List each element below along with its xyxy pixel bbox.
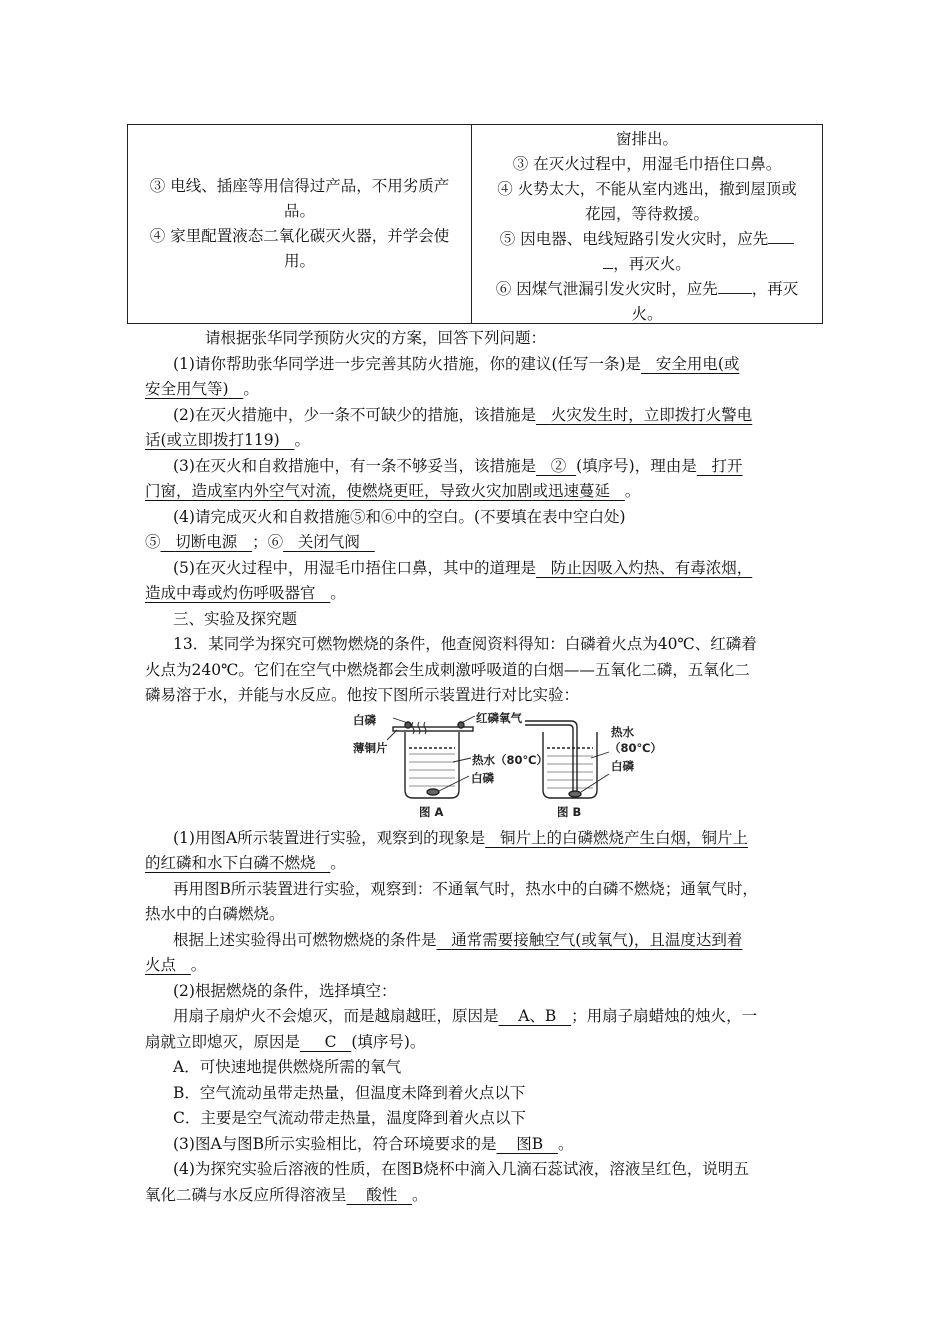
option-a: A．可快速地提供燃烧所需的氧气 — [173, 1058, 402, 1076]
blank-number: ；⑥ — [252, 533, 284, 551]
label-white-phosphorus-a: 白磷 — [353, 712, 376, 727]
exp-question-2-line — [145, 1004, 810, 1030]
answer-text — [145, 482, 625, 500]
table-line: ④ 火势太大，不能从室内逃出，撤到屋顶或 — [497, 180, 797, 198]
option-b: B．空气流动虽带走热量，但温度未降到着火点以下 — [173, 1083, 526, 1102]
answer-part: 酸性 — [366, 1185, 398, 1204]
answer-text — [145, 956, 191, 974]
question-1 — [145, 352, 810, 378]
question-3 — [145, 454, 810, 480]
label-white-phosphorus-b: 白磷 — [611, 758, 634, 773]
answer-text — [145, 584, 330, 602]
answer-text — [437, 931, 743, 949]
label-oxygen: 氧气 — [499, 710, 522, 725]
blank-number: ⑤ — [145, 533, 161, 551]
exp-question-1 — [145, 826, 810, 852]
exp-observation-cont: 热水中的白磷燃烧。 — [145, 905, 285, 923]
answer-part: 火灾发生时，立即拨打火警电 — [550, 405, 753, 424]
question-text: 氧化二磷与水反应所得溶液呈 — [145, 1185, 347, 1204]
experiment-figure — [353, 712, 673, 822]
label-copper-plate: 薄铜片 — [353, 740, 388, 755]
answer-part: 防止因吸入灼热、有毒浓烟， — [550, 558, 753, 577]
exp-question-2: (2)根据燃烧的条件，选择填空： — [173, 981, 397, 1000]
table-line: 火。 — [631, 305, 663, 323]
question-text: (填序号)。 — [351, 1032, 426, 1051]
answer-part: 火点 — [145, 956, 177, 974]
table-line — [480, 252, 814, 277]
blank-line — [768, 229, 794, 244]
answer-part: 切断电源 — [175, 533, 238, 551]
question-3-cont: 门窗，造成室内外空气对流，使燃烧更旺，导致火灾加剧或迅速蔓延 。 — [145, 482, 641, 500]
answer-text — [697, 457, 743, 475]
question-text: 根据上述实验得出可燃物燃烧的条件是 — [173, 930, 437, 949]
table-line — [480, 277, 814, 302]
answer-text — [536, 559, 752, 577]
question-body — [145, 326, 810, 1208]
blank-line — [718, 279, 752, 294]
question-text: (1)请你帮助张华同学进一步完善其防火措施，你的建议(任写一条)是 — [173, 354, 642, 373]
answer-part: 的红磷和水下白磷不燃烧 — [145, 854, 316, 872]
answer-part: 话(或立即拨打119) — [145, 431, 280, 449]
answer-text — [145, 854, 330, 872]
answer-text — [536, 457, 576, 475]
question-2-cont: 话(或立即拨打119) 。 — [145, 431, 310, 449]
answer-text — [300, 1033, 351, 1051]
answer-part: 门窗，造成室内外空气对流，使燃烧更旺，导致火灾加剧或迅速蔓延 — [145, 482, 611, 500]
question-2 — [145, 403, 810, 429]
answer-part: A、B — [518, 1007, 557, 1025]
measures-table — [127, 124, 823, 324]
table-text: ，再灭火。 — [613, 255, 691, 273]
table-line — [480, 227, 814, 252]
q13-line: 13．某同学为探究可燃物燃烧的条件，他查阅资料得知：白磷着火点为40℃、红磷着 — [173, 635, 757, 653]
answer-text — [485, 829, 748, 847]
answer-part: 关闭气阀 — [297, 533, 360, 551]
label-hot-water-a: 热水（80℃） — [472, 752, 548, 767]
label-white-phosphorus-a2: 白磷 — [471, 770, 494, 785]
table-cell-rescue — [472, 125, 822, 323]
answer-part: 图B — [516, 1134, 544, 1153]
caption-figure-a: 图 A — [419, 804, 444, 819]
answer-part: 造成中毒或灼伤呼吸器官 — [145, 584, 316, 602]
question-text: (3)图A与图B所示实验相比，符合环境要求的是 — [173, 1134, 497, 1153]
table-text: ⑤ 因电器、电线短路引发火灾时，应先 — [499, 230, 769, 248]
table-text: ，再灭 — [751, 280, 799, 298]
question-text: 用扇子扇炉火不会熄灭，而是越扇越旺，原因是 — [173, 1007, 499, 1025]
table-line: 花园，等待救援。 — [584, 205, 709, 223]
question-4: (4)请完成灭火和自救措施⑤和⑥中的空白。(不要填在表中空白处) — [173, 507, 626, 526]
exp-conclusion-cont: 火点 。 — [145, 956, 207, 974]
question-text: 扇就立即熄灭，原因是 — [145, 1032, 301, 1051]
question-5 — [145, 556, 810, 582]
exp-question-4: (4)为探究实验后溶液的性质，在图B烧杯中滴入几滴石蕊试液，溶液呈红色，说明五 — [173, 1160, 749, 1178]
answer-text — [145, 431, 294, 449]
answer-part: 安全用电(或 — [655, 354, 740, 373]
answer-text — [497, 1135, 558, 1153]
answer-part: 打开 — [711, 456, 743, 475]
exp-question-1-cont: 的红磷和水下白磷不燃烧 。 — [145, 854, 346, 872]
label-red-phosphorus: 红磷 — [476, 710, 499, 725]
table-cell-prevention — [128, 125, 472, 323]
table-line: 品。 — [283, 202, 315, 220]
answer-text — [641, 355, 739, 373]
question-text: (3)在灭火和自救措施中，有一条不够妥当，该措施是 — [173, 456, 536, 475]
table-text: ⑥ 因煤气泄漏引发火灾时，应先 — [495, 280, 718, 298]
option-c: C．主要是空气流动带走热量，温度降到着火点以下 — [173, 1109, 526, 1127]
answer-text — [499, 1007, 572, 1025]
answer-part: ② — [550, 456, 567, 475]
intro-text: 请根据张华同学预防火灾的方案，回答下列问题： — [205, 329, 547, 347]
answer-part: 铜片上的白磷燃烧产生白烟，铜片上 — [499, 828, 748, 847]
question-text: (1)用图A所示装置进行实验，观察到的现象是 — [173, 828, 486, 847]
answer-text — [161, 533, 253, 551]
question-text: ；用扇子扇蜡烛的烛火，一 — [571, 1007, 758, 1025]
answer-part: 通常需要接触空气(或氧气)，且温度达到着 — [451, 930, 743, 949]
exp-question-3: (3)图A与图B所示实验相比，符合环境要求的是 图B 。 — [173, 1134, 574, 1153]
exp-conclusion — [145, 928, 810, 954]
question-4-answers — [145, 530, 810, 556]
answer-text — [347, 1186, 413, 1204]
table-line: 窗排出。 — [615, 130, 678, 148]
answer-text — [283, 533, 375, 551]
label-hot-water-b: 热水 — [611, 724, 634, 739]
exp-observation: 再用图B所示装置进行实验，观察到：不通氧气时，热水中的白磷不燃烧；通氧气时， — [173, 879, 758, 898]
q13-line: 磷易溶于水，并能与水反应。他按下图所示装置进行对比实验： — [145, 686, 580, 704]
blank-line — [603, 254, 613, 269]
answer-text — [145, 380, 243, 398]
answer-text — [536, 406, 752, 424]
answer-part: C — [324, 1032, 337, 1051]
question-text: (2)在灭火措施中，少一条不可缺少的措施，该措施是 — [173, 405, 536, 424]
table-line: ③ 电线、插座等用信得过产品，不用劣质产 — [149, 177, 450, 195]
caption-figure-b: 图 B — [557, 804, 582, 819]
question-5-cont: 造成中毒或灼伤呼吸器官 。 — [145, 584, 346, 602]
table-line: 用。 — [283, 252, 315, 270]
label-hot-water-b-temp: （80℃） — [609, 740, 662, 755]
table-line: ③ 在灭火过程中，用湿毛巾捂住口鼻。 — [512, 155, 782, 173]
exp-question-4-cont: 氧化二磷与水反应所得溶液呈 酸性 。 — [145, 1185, 428, 1204]
question-text: (填序号)，理由是 — [576, 456, 697, 475]
exp-question-2-line — [145, 1030, 810, 1056]
answer-part: 安全用气等) — [145, 380, 229, 398]
section-heading: 三、实验及探究题 — [173, 609, 298, 628]
q13-line: 火点为240℃。它们在空气中燃烧都会生成刺激呼吸道的白烟——五氧化二磷，五氧化二 — [145, 660, 750, 679]
question-1-cont: 安全用气等) 。 — [145, 380, 259, 398]
question-text: (5)在灭火过程中，用湿毛巾捂住口鼻，其中的道理是 — [173, 558, 536, 577]
table-line: ④ 家里配置液态二氧化碳灭火器，并学会使 — [149, 227, 450, 245]
